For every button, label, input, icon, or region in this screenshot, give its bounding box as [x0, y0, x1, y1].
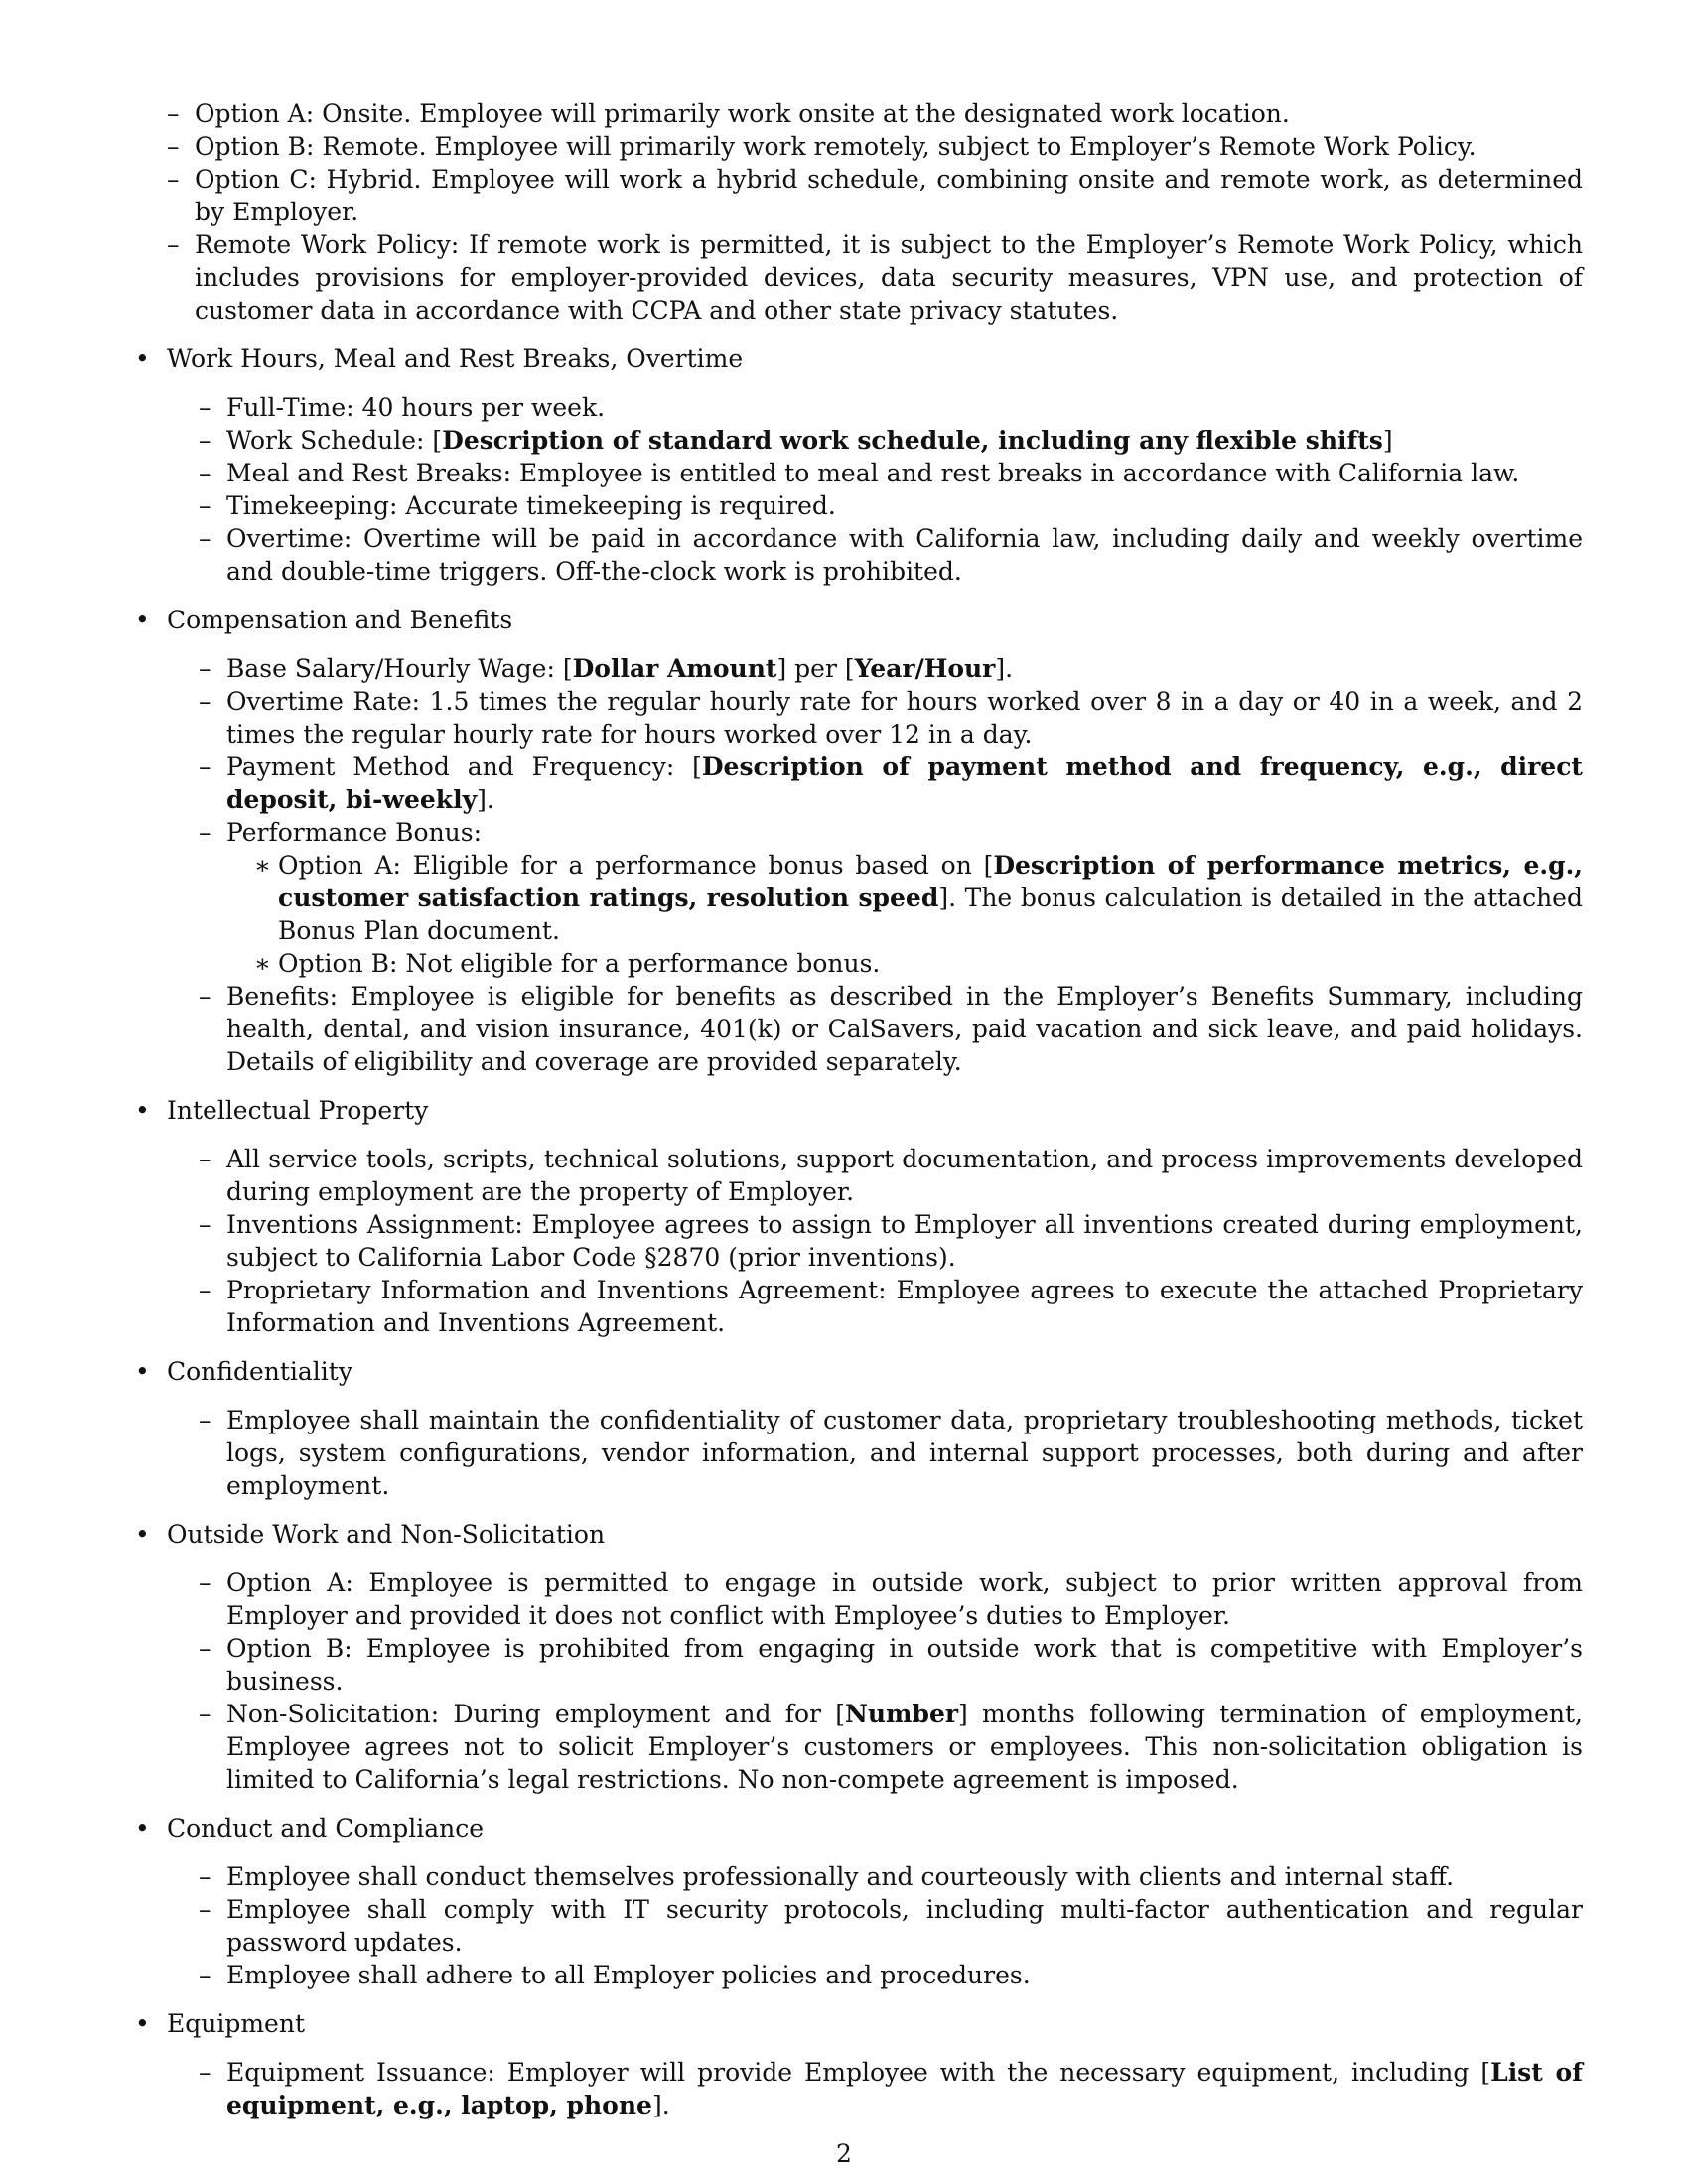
list-item [167, 2056, 1583, 2121]
list-item [135, 97, 1583, 130]
star-marker: ∗ [254, 949, 271, 978]
bracket-close: ]. [651, 2091, 670, 2119]
confidentiality-text: Employee shall maintain the confidentiality of customer data, proprietary troubleshooting methods, ticket logs, system configurations, vendor information, and internal support processes, both during and after employment. [226, 1406, 1583, 1500]
list-item [167, 522, 1583, 588]
schedule-placeholder: Description of standard work schedule, including any flexible shifts [442, 426, 1383, 455]
section-list [135, 97, 1583, 2121]
list-item [167, 1893, 1583, 1959]
bonus-option-a-label: Option A: Eligible for a performance bonus based on [ [278, 851, 994, 880]
dash-marker: – [199, 1569, 211, 1597]
dash-marker: – [167, 230, 180, 259]
bonus-option-a-rest: ]. The bonus calculation is detailed in the attached Bonus Plan document. [278, 884, 1583, 945]
list-item [167, 457, 1583, 489]
salary-period-placeholder: Year/Hour [854, 654, 996, 683]
bullet-marker: • [135, 1357, 150, 1386]
dash-marker: – [199, 1210, 211, 1239]
bracket-close: ]. [477, 785, 494, 814]
months-placeholder: Number [845, 1700, 959, 1728]
work-location-items [135, 97, 1583, 327]
conduct-security-text: Employee shall comply with IT security protocols, including multi-factor authentication and regular password updates. [226, 1895, 1583, 1957]
section-heading: Outside Work and Non-Solicitation [167, 1520, 606, 1549]
dash-marker: – [199, 491, 211, 520]
section-intellectual-property [135, 1094, 1583, 1339]
bonus-heading: Performance Bonus: [226, 818, 483, 847]
ip-piia-text: Proprietary Information and Inventions Agreement: Employee agrees to execute the attached Proprietary Information and Inventions Agreement. [226, 1276, 1583, 1337]
nonsolicit-rest: ] months following termination of employment, Employee agrees not to solicit Employer’s customers or employees. This non-solicitation obligation is limited to California’s legal restrictions. No non-compete agreement is imposed. [226, 1700, 1583, 1794]
section-compensation [135, 604, 1583, 1078]
dash-marker: – [199, 1961, 211, 1989]
list-item [167, 391, 1583, 424]
ip-items [167, 1143, 1583, 1339]
section-heading: Confidentiality [167, 1357, 352, 1386]
dash-marker: – [199, 1276, 211, 1304]
work-hours-items [167, 391, 1583, 588]
confidentiality-items [167, 1404, 1583, 1502]
dash-marker: – [199, 687, 211, 716]
list-item [167, 1143, 1583, 1208]
list-item [167, 1632, 1583, 1698]
benefits-text: Benefits: Employee is eligible for benefits as described in the Employer’s Benefits Summary, including health, dental, and vision insurance, 401(k) or CalSavers, paid vacation and sick leave, and paid holidays. Details of eligibility and coverage are provided separately. [226, 982, 1583, 1076]
conduct-professional-text: Employee shall conduct themselves professionally and courteously with clients and internal staff. [226, 1862, 1455, 1891]
dash-marker: – [199, 654, 211, 683]
breaks-text: Meal and Rest Breaks: Employee is entitled to meal and rest breaks in accordance with California law. [226, 459, 1520, 487]
dash-marker: – [199, 982, 211, 1011]
bullet-marker: • [135, 1814, 150, 1843]
bonus-option-b: Option B: Not eligible for a performance bonus. [278, 949, 881, 978]
remote-work-policy: Remote Work Policy: If remote work is permitted, it is subject to the Employer’s Remote Work Policy, which includes provisions for employer-provided devices, data security measures, VPN use, and protection of customer data in accordance with CCPA and other state privacy statutes. [195, 230, 1583, 325]
bracket-close: ] [1382, 426, 1393, 455]
section-heading: Compensation and Benefits [167, 606, 513, 634]
timekeeping-text: Timekeeping: Accurate timekeeping is required. [226, 491, 836, 520]
salary-amount-placeholder: Dollar Amount [572, 654, 777, 683]
list-item [226, 947, 1583, 980]
section-conduct [135, 1812, 1583, 1991]
bullet-marker: • [135, 606, 150, 634]
section-heading: Work Hours, Meal and Rest Breaks, Overtime [167, 344, 744, 373]
dash-marker: – [199, 818, 211, 847]
list-item [226, 849, 1583, 947]
list-item [167, 489, 1583, 522]
dash-marker: – [167, 99, 180, 128]
list-item [135, 163, 1583, 228]
schedule-label: Work Schedule: [ [226, 426, 443, 455]
list-item [167, 1208, 1583, 1274]
payment-label: Payment Method and Frequency: [ [226, 752, 702, 781]
dash-marker: – [199, 524, 211, 553]
dash-marker: – [199, 752, 211, 781]
nonsolicit-label: Non-Solicitation: During employment and for [ [226, 1700, 845, 1728]
bonus-options [226, 849, 1583, 980]
list-item [167, 980, 1583, 1078]
bullet-marker: • [135, 1520, 150, 1549]
bracket-close: ]. [995, 654, 1014, 683]
section-heading: Intellectual Property [167, 1096, 429, 1125]
page-number: 2 [836, 2139, 852, 2168]
dash-marker: – [199, 426, 211, 455]
list-item [167, 1404, 1583, 1502]
section-heading: Conduct and Compliance [167, 1814, 485, 1843]
equipment-items [167, 2056, 1583, 2121]
outside-work-items [167, 1567, 1583, 1796]
bullet-marker: • [135, 1096, 150, 1125]
outside-work-option-b: Option B: Employee is prohibited from engaging in outside work that is competitive with Employer’s business. [226, 1634, 1583, 1696]
list-item [167, 1567, 1583, 1632]
dash-marker: – [199, 1700, 211, 1728]
list-item [167, 685, 1583, 751]
section-heading: Equipment [167, 2009, 306, 2038]
bullet-marker: • [135, 2009, 150, 2038]
dash-marker: – [199, 1634, 211, 1663]
option-remote: Option B: Remote. Employee will primarily work remotely, subject to Employer’s Remote Work Policy. [195, 132, 1477, 161]
salary-per: ] per [ [776, 654, 855, 683]
equipment-label: Equipment Issuance: Employer will provide Employee with the necessary equipment, including [ [226, 2058, 1491, 2087]
section-outside-work [135, 1518, 1583, 1796]
conduct-items [167, 1860, 1583, 1991]
list-item [167, 424, 1583, 457]
dash-marker: – [199, 1406, 211, 1434]
document-body [135, 97, 1583, 2121]
dash-marker: – [167, 132, 180, 161]
section-equipment [135, 2007, 1583, 2121]
section-work-hours [135, 342, 1583, 588]
conduct-policies-text: Employee shall adhere to all Employer policies and procedures. [226, 1961, 1031, 1989]
salary-label: Base Salary/Hourly Wage: [ [226, 654, 573, 683]
dash-marker: – [199, 459, 211, 487]
list-item [167, 1959, 1583, 1991]
ip-inventions-text: Inventions Assignment: Employee agrees to assign to Employer all inventions created during employment, subject to California Labor Code §2870 (prior inventions). [226, 1210, 1583, 1272]
list-item [135, 228, 1583, 327]
section-work-location [135, 97, 1583, 327]
overtime-text: Overtime: Overtime will be paid in accordance with California law, including daily and weekly overtime and double-time triggers. Off-the-clock work is prohibited. [226, 524, 1583, 586]
outside-work-option-a: Option A: Employee is permitted to engage in outside work, subject to prior written approval from Employer and provided it does not conflict with Employee’s duties to Employer. [226, 1569, 1583, 1630]
ip-tools-text: All service tools, scripts, technical solutions, support documentation, and process improvements developed during employment are the property of Employer. [226, 1145, 1583, 1206]
list-item [167, 1860, 1583, 1893]
overtime-rate-text: Overtime Rate: 1.5 times the regular hourly rate for hours worked over 8 in a day or 40 in a week, and 2 times the regular hourly rate for hours worked over 12 in a day. [226, 687, 1583, 749]
list-item [167, 816, 1583, 980]
full-time-text: Full-Time: 40 hours per week. [226, 393, 606, 422]
dash-marker: – [199, 1862, 211, 1891]
dash-marker: – [167, 165, 180, 194]
dash-marker: – [199, 1145, 211, 1173]
payment-placeholder: Description of payment method and frequency, e.g., direct deposit, bi-weekly [226, 752, 1583, 814]
dash-marker: – [199, 1895, 211, 1924]
list-item [135, 130, 1583, 163]
dash-marker: – [199, 2058, 211, 2087]
bonus-metrics-placeholder: Description of performance metrics, e.g., customer satisfaction ratings, resolution speed [278, 851, 1583, 912]
list-item [167, 751, 1583, 816]
bullet-marker: • [135, 344, 150, 373]
compensation-items [167, 652, 1583, 1078]
equipment-placeholder: List of equipment, e.g., laptop, phone [226, 2058, 1583, 2119]
section-confidentiality [135, 1355, 1583, 1502]
star-marker: ∗ [254, 851, 271, 880]
option-hybrid: Option C: Hybrid. Employee will work a hybrid schedule, combining onsite and remote work, as determined by Employer. [195, 165, 1583, 226]
dash-marker: – [199, 393, 211, 422]
list-item [167, 1274, 1583, 1339]
list-item [167, 652, 1583, 685]
list-item [167, 1698, 1583, 1796]
option-onsite: Option A: Onsite. Employee will primarily work onsite at the designated work location. [195, 99, 1290, 128]
